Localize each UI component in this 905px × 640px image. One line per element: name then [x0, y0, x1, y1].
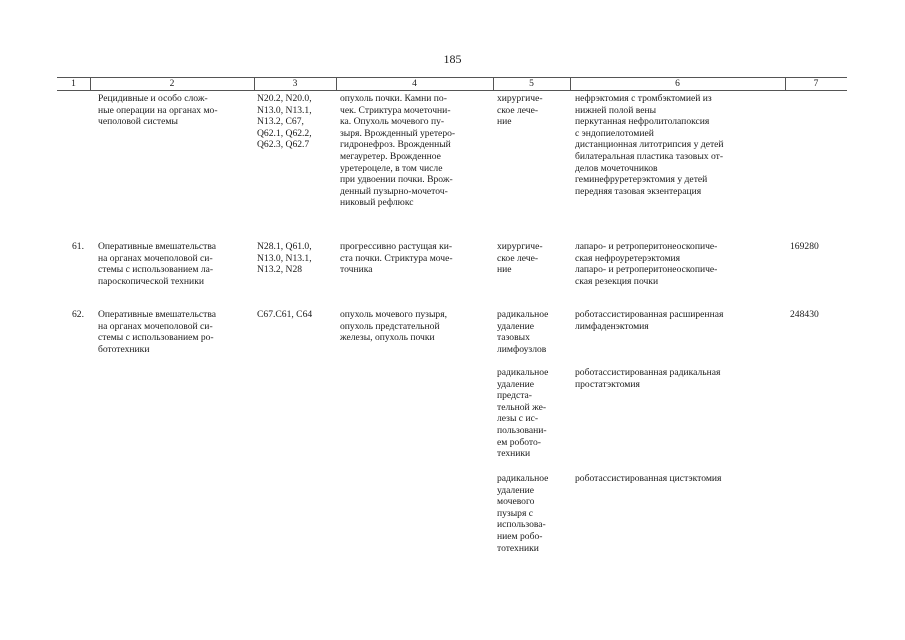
page-number: 185: [443, 52, 462, 66]
row-method: роботассистированная расширенная лимфаденэктомия: [575, 309, 724, 332]
row-number: 62.: [72, 309, 84, 320]
row-method: лапаро- и ретроперитонеоскопиче- ская нефроуретерэктомия лапаро- и ретроперитонеоскопиче- ская резекция почки: [575, 241, 718, 287]
row-number: 61.: [72, 241, 84, 252]
row-name: Оперативные вмешательства на органах мочеполовой си- стемы с использованием ла- пароскопической техники: [98, 241, 217, 287]
row-codes: C67.C61, C64: [257, 309, 313, 320]
row-treatment: хирургиче- ское лече- ние: [497, 241, 543, 276]
row-cost: 169280: [790, 241, 819, 252]
row-name: Оперативные вмешательства на органах мочеполовой си- стемы с использованием ро- бототехники: [98, 309, 217, 355]
row-codes: N20.2, N20.0, N13.0, N13.1, N13.2, C67, Q62.1, Q62.2, Q62.3, Q62.7: [257, 93, 312, 151]
row-cost: 248430: [790, 309, 819, 320]
row-treatment: радикальное удаление мочевого пузыря с использова- нием робо- тотехники: [497, 473, 549, 554]
row-method: роботассистированная радикальная простатэктомия: [575, 367, 721, 390]
row-treatment: радикальное удаление предста- тельной же- лезы с ис- пользовани- ем робото- техники: [497, 367, 549, 460]
row-treatment: радикальное удаление тазовых лимфоузлов: [497, 309, 549, 355]
column-header-7: 7: [813, 79, 819, 89]
column-header-2: 2: [169, 79, 175, 89]
column-header-3: 3: [292, 79, 298, 89]
row-name: Рецидивные и особо слож- ные операции на органах мо- чеполовой системы: [98, 93, 218, 128]
row-diagnosis: опухоль мочевого пузыря, опухоль предстательной железы, опухоль почки: [340, 309, 448, 344]
row-treatment: хирургиче- ское лече- ние: [497, 93, 543, 128]
column-header-5: 5: [529, 79, 534, 89]
row-diagnosis: прогрессивно растущая ки- ста почки. Стриктура моче- точника: [340, 241, 453, 276]
row-codes: N28.1, Q61.0, N13.0, N13.1, N13.2, N28: [257, 241, 312, 276]
column-header-1: 1: [71, 79, 76, 89]
table-header-row: [57, 77, 847, 91]
row-method: нефрэктомия с тромбэктомией из нижней полой вены перкутанная нефролитолапоксия с эндопиелотомией дистанционная литотрипсия у детей билатеральная пластика тазовых от- делов мочеточников геминефруретерэктомия у детей передняя тазовая экзентерация: [575, 93, 724, 197]
column-header-4: 4: [412, 79, 417, 89]
column-header-6: 6: [675, 79, 680, 89]
row-diagnosis: опухоль почки. Камни по- чек. Стриктура мочеточни- ка. Опухоль мочевого пу- зыря. Врожденный уретеро- гидронефроз. Врожденный мегауретер. Врожденное уретероцеле, в том числе при удвоении почки. Врож- денный пузырно-мочеточ- никовый рефлюкс: [340, 93, 456, 209]
row-method: роботассистированная цистэктомия: [575, 473, 722, 484]
